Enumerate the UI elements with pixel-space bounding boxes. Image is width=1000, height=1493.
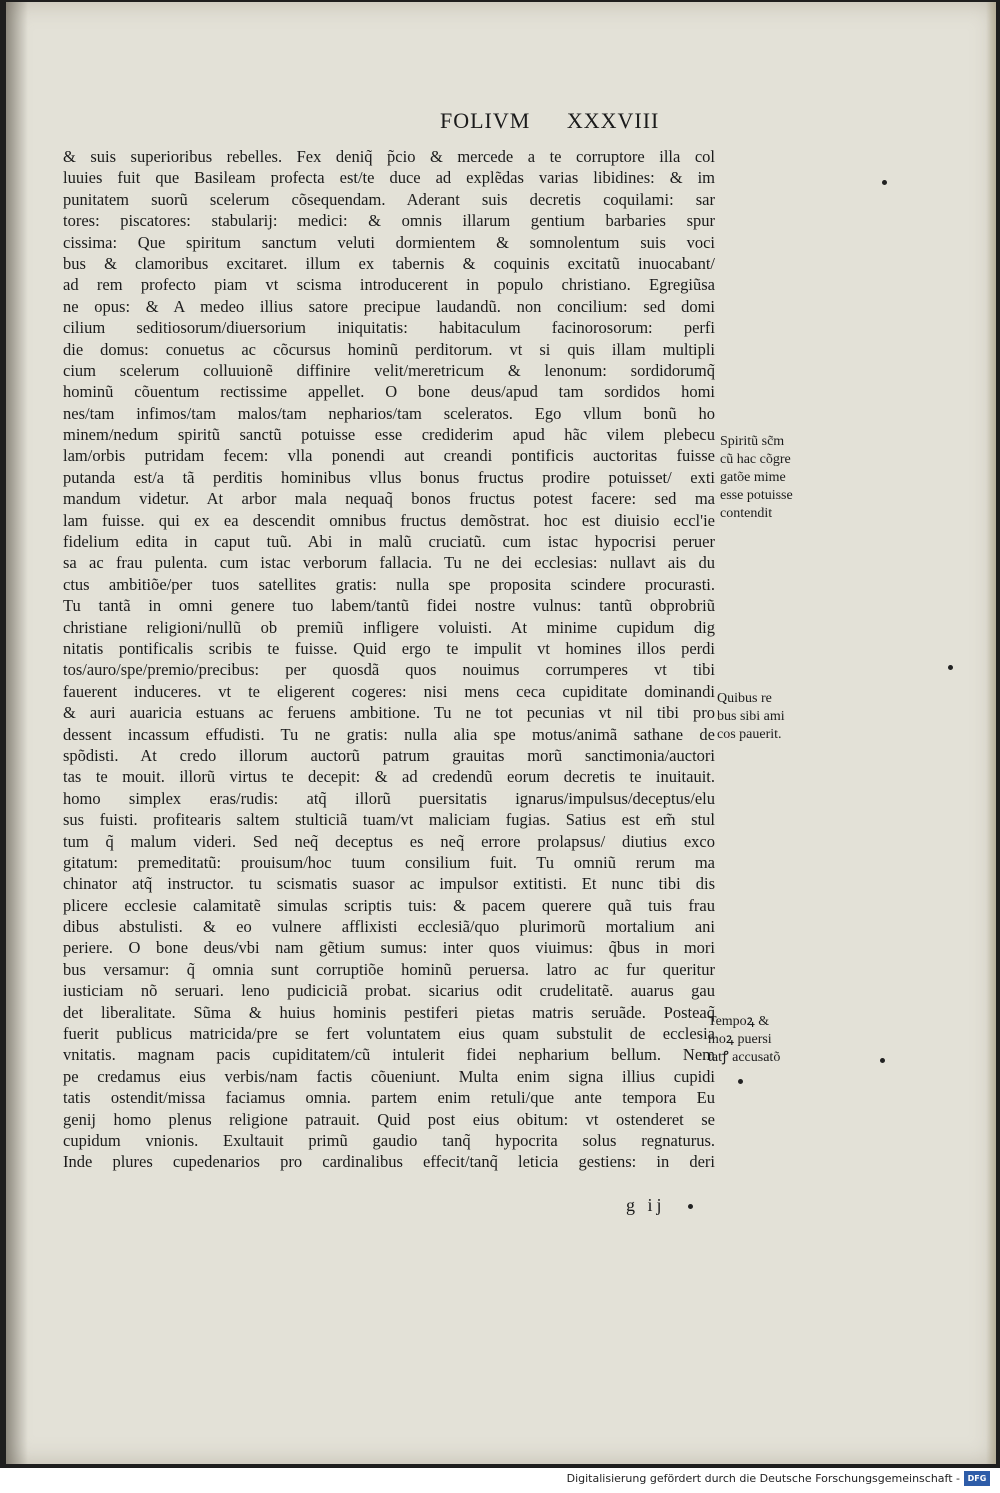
text-line: dibus abstulisti. & eo vulnere afflixisti ecclesiã/quo plurimorũ mortalium ani <box>63 917 715 937</box>
dfg-logo: DFG <box>964 1471 990 1486</box>
text-line: cupidum vnionis. Exultauit primũ gaudio tanq̃ hypocrita solus regnaturus. <box>63 1130 715 1150</box>
text-line: sa ac frau pulenta. cum istac verborum fallacia. Tu ne dei ecclesias: nullavt ais du <box>63 553 715 573</box>
ink-speck <box>880 1058 885 1063</box>
text-line: tas te mouit. illorũ virtus te decepit: & ad credendũ eorum decretis te inuitauit. <box>63 767 715 787</box>
text-line: cissima: Que spiritum sanctum veluti dormientem & somnolentum suis voci <box>63 232 715 252</box>
margin-note-line: Quibus re <box>717 691 772 706</box>
text-line: plicere ecclesie calamitatẽ simulas scriptis tuis: & pacem querere quã tuis frau <box>63 895 715 915</box>
text-line: christiane religioni/nullũ ob premiũ infligere voluisti. At minime cupidum dig <box>63 617 715 637</box>
ink-speck <box>688 1204 693 1209</box>
text-line: luuies fuit que Basileam profecta est/te duce ad explẽdas varias libidines: & im <box>63 168 715 188</box>
text-line: fidelium edita in caput tuũ. Abi in malũ cruciatũ. cum istac hypocrisi peruer <box>63 532 715 552</box>
text-line: punitatem suorũ scelerum cõsequendam. Aderant suis decretis coquilami: sar <box>63 189 715 209</box>
footer-credit: Digitalisierung gefördert durch die Deutsche Forschungsgemeinschaft - <box>566 1472 960 1485</box>
text-line: tores: piscatores: stabularij: medici: & omnis illarum gentium barbaries spur <box>63 211 715 231</box>
text-line: gitatum: premeditatũ: prouisum/hoc tuum consilium fuit. Tu omniũ rerum ma <box>63 852 715 872</box>
folio-number: XXXVIII <box>566 108 660 133</box>
text-line: dessent incassum effudisti. Tu ne gratis: nulla alia spe motus/animã sathane de <box>63 724 715 744</box>
margin-note-line: cũ hac cõgre <box>720 452 791 467</box>
text-line: iusticiam nõ seruari. leno pudiciciã probat. sicarius odit crudelitatẽ. auarus gau <box>63 981 715 1001</box>
text-line: ctus ambitiõe/per tuos satellites gratis: nulla spe proposita scindere procurasti. <box>63 574 715 594</box>
margin-note-3 <box>708 1013 828 1067</box>
text-line: cilium seditiosorum/diuersorium iniquitatis: habitaculum facinorosorum: perfi <box>63 318 715 338</box>
text-line: ad rem profecto piam vt scisma introducerent in populo christiano. Egregiũsa <box>63 275 715 295</box>
text-line: genij homo plenus religione patrauit. Quid post eius obitum: vt ostenderet se <box>63 1109 715 1129</box>
text-line: die domus: conuetus ac cõcursus hominũ perditorum. vt si quis illam multipli <box>63 339 715 359</box>
margin-note-1 <box>720 433 840 523</box>
margin-note-line: moꝝ puersi <box>708 1032 772 1047</box>
text-line: bus versamur: q̃ omnia sunt corruptiõe hominũ peruersa. latro ac fur queritur <box>63 959 715 979</box>
main-text-block <box>63 146 715 1196</box>
running-head-word: FOLIVM <box>440 108 531 133</box>
text-line: tum q̃ malum videri. Sed neq̃ deceptus es neq̃ errore prolapsus/ diutius exco <box>63 831 715 851</box>
text-line: fuerit publicus matricida/pre se fert voluntatem eius quam substulit de ecclesia <box>63 1024 715 1044</box>
margin-note-line: gatõe mime <box>720 470 786 485</box>
text-line: Tu tantã in omni genere tuo labem/tantũ fidei nostre vulnus: tantũ obprobriũ <box>63 596 715 616</box>
text-line: & suis superioribus rebelles. Fex deniq̃ p̃cio & mercede a te corruptore illa col <box>63 147 715 166</box>
text-line: pe credamus eius verbis/nam factis cõueniunt. Multa enim signa illius cupidi <box>63 1066 715 1086</box>
text-line: det liberalitate. Sũma & huius hominis pestiferi pietas matris seruãde. Posteaq̃ <box>63 1002 715 1022</box>
text-line: ne opus: & A medeo illius satore precipue laudandũ. non concilium: sed domi <box>63 296 715 316</box>
text-line: sus fuisti. profitearis saltem stulticiã tuam/vt maliciam fugias. Satius est em̃ stul <box>63 810 715 830</box>
text-line: homo simplex eras/rudis: atq̃ illorũ puersitatis ignarus/impulsus/deceptus/elu <box>63 788 715 808</box>
text-line: bus & clamoribus excitaret. illum ex tabernis & coquinis excitatũ inuocabant/ <box>63 253 715 273</box>
text-line: tos/auro/spe/premio/precibus: per quosdã quos nouimus corrumperes vt tibi <box>63 660 715 680</box>
page-edge <box>986 2 996 1464</box>
margin-note-line: bus sibi ami <box>717 709 785 724</box>
text-line: lam/orbis putridam fecem: vlla ponendi aut creandi pontificis auctoritas fuisse <box>63 446 715 466</box>
text-line: hominũ cõuentum rectissime appellet. O bone deus/apud tam sordidos homi <box>63 382 715 402</box>
margin-note-line: Spiritũ sc̃m <box>720 434 785 449</box>
footer-bar <box>0 1468 1000 1493</box>
ink-speck <box>948 665 953 670</box>
gutter-shadow <box>6 2 28 1464</box>
margin-note-line: Tempoꝝ & <box>708 1014 770 1029</box>
text-line: nes/tam infimos/tam malos/tam nepharios/tam sceleratos. Ego vllum bonũ ho <box>63 403 715 423</box>
signature-mark: g ij <box>626 1195 666 1215</box>
text-line: mandum videtur. At arbor mala nequaq̃ bonos fructus potest facere: sed ma <box>63 489 715 509</box>
text-line: lam fuisse. qui ex ea descendit omnibus fructus demõstrat. hoc est diuisio eccl'ie <box>63 510 715 530</box>
ink-speck <box>738 1079 743 1084</box>
text-line: tatis ostendit/missa faciamus omnia. partem enim retuli/que ante tempora Eu <box>63 1088 715 1108</box>
running-head <box>440 108 720 138</box>
text-line: Inde plures cupedenarios pro cardinalibus effecit/tanq̃ leticia gestiens: in deri <box>63 1152 715 1172</box>
margin-note-line: tatꝭ accusatõ <box>708 1050 781 1065</box>
text-line: nitatis pontificalis scribis te fuisse. Quid ergo te impulit vt homines illos perdi <box>63 638 715 658</box>
text-line: periere. O bone deus/vbi nam gẽtium sumus: inter quos viuimus: q̃bus in mori <box>63 938 715 958</box>
text-line: putanda est/a tã perditis hominibus vllus bonus fructus prodire potuisset/ exti <box>63 467 715 487</box>
margin-note-2 <box>717 690 837 744</box>
text-line: chinator atq̃ instructor. tu scismatis suasor ac impulsor extitisti. Et nunc tibi dis <box>63 874 715 894</box>
text-line: fauerent induceres. vt te eligerent cogeres: nisi mens ceca cupiditate dominandi <box>63 681 715 701</box>
text-line: & auri auaricia estuans ac feruens ambitione. Tu ne tot pecunias vt nil tibi pro <box>63 703 715 723</box>
text-line: minem/nedum spiritũ sanctũ potuisse esse crediderim apud hãc vilem plebecu <box>63 425 715 445</box>
ink-speck <box>882 180 887 185</box>
text-line: spõdisti. At credo illorum auctorũ patrum grauitas morũ sanctimonia/auctori <box>63 745 715 765</box>
margin-note-line: cos pauerit. <box>717 727 782 742</box>
text-line: cium scelerum colluuionẽ diffinire velit/meretricum & lenonum: sordidorumq̃ <box>63 360 715 380</box>
margin-note-line: esse potuisse <box>720 488 793 503</box>
text-line: vnitatis. magnam pacis cupiditatem/cũ intulerit fidei nepharium bellum. Nem <box>63 1045 715 1065</box>
margin-note-line: contendit <box>720 506 773 521</box>
